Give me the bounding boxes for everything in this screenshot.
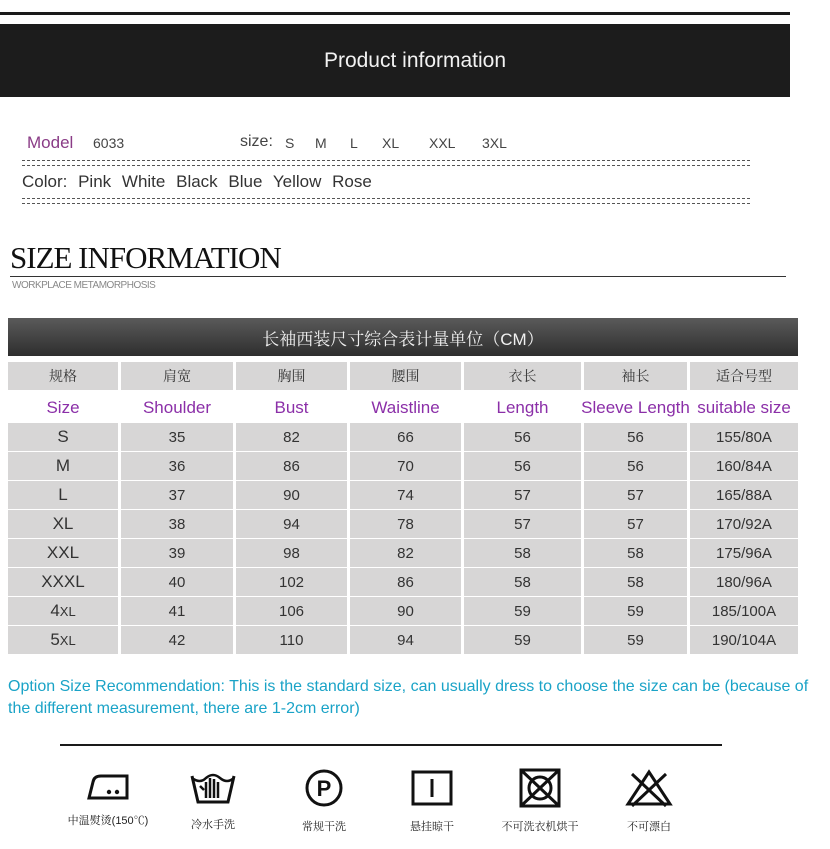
cell-length: 57 <box>464 481 581 509</box>
cell-waistline: 70 <box>350 452 461 480</box>
header-en-sleeve-length: Sleeve Length <box>581 398 690 417</box>
cell-sleeve-length: 59 <box>584 626 687 654</box>
cell-shoulder: 39 <box>121 539 233 567</box>
cell-shoulder: 35 <box>121 423 233 451</box>
cell-suitable-size: 170/92A <box>690 510 798 538</box>
care-item <box>269 768 379 834</box>
care-item <box>53 768 163 828</box>
dashed-divider <box>22 198 750 199</box>
model-row <box>27 132 767 156</box>
cell-suitable-size: 175/96A <box>690 539 798 567</box>
size-code: 4 <box>50 601 60 620</box>
cell-sleeve-length: 57 <box>584 481 687 509</box>
table-row <box>8 423 798 451</box>
size-code-suffix: XL <box>59 603 76 619</box>
cell-length: 58 <box>464 568 581 596</box>
care-item <box>158 768 268 832</box>
table-row <box>8 626 798 654</box>
table-row <box>8 481 798 509</box>
cell-shoulder: 41 <box>121 597 233 625</box>
dashed-divider <box>22 203 750 204</box>
cell-size <box>8 539 118 567</box>
cell-sleeve-length: 58 <box>584 539 687 567</box>
header-en-length: Length <box>496 398 549 417</box>
cell-sleeve-length: 57 <box>584 510 687 538</box>
cell-suitable-size: 185/100A <box>690 597 798 625</box>
no-tumble-dry-icon <box>517 768 563 808</box>
cell-length: 58 <box>464 539 581 567</box>
model-value: 6033 <box>93 135 125 151</box>
header-cn-waistline: 腰围 <box>350 362 461 390</box>
size-code-suffix: XL <box>59 632 76 648</box>
care-item <box>594 768 704 834</box>
cell-size <box>8 568 118 596</box>
cell-size <box>8 481 118 509</box>
size-code: S <box>57 427 69 446</box>
cell-length: 56 <box>464 423 581 451</box>
cell-suitable-size: 165/88A <box>690 481 798 509</box>
cell-waistline: 78 <box>350 510 461 538</box>
cell-size <box>8 597 118 625</box>
cell-shoulder: 42 <box>121 626 233 654</box>
header-cn-bust: 胸围 <box>236 362 347 390</box>
size-table-title-text: 长袖西装尺寸综合表计量单位（CM） <box>262 329 544 349</box>
size-option: XL <box>382 135 400 151</box>
care-item <box>485 768 595 834</box>
hang-dry-icon <box>409 768 455 808</box>
cell-bust: 102 <box>236 568 347 596</box>
cell-shoulder: 36 <box>121 452 233 480</box>
care-label: 冷水手洗 <box>191 819 235 831</box>
table-row <box>8 452 798 480</box>
size-option: XXL <box>429 135 456 151</box>
color-row <box>22 172 378 192</box>
size-label: size: <box>240 133 273 150</box>
size-option: 3XL <box>482 135 507 151</box>
cell-bust: 98 <box>236 539 347 567</box>
cell-bust: 82 <box>236 423 347 451</box>
table-row <box>8 510 798 538</box>
cell-waistline: 74 <box>350 481 461 509</box>
cell-suitable-size: 155/80A <box>690 423 798 451</box>
top-divider <box>0 12 790 15</box>
header-en-shoulder: Shoulder <box>142 398 212 417</box>
cell-length: 59 <box>464 597 581 625</box>
care-label: 不可洗衣机烘干 <box>501 821 579 833</box>
color-option: Yellow <box>272 172 322 191</box>
cell-sleeve-length: 58 <box>584 568 687 596</box>
size-recommendation-note: Option Size Recommendation: This is the standard size, can usually dress to choose the size can be (because of the different measurement, there are 1-2cm error) <box>8 678 809 717</box>
cell-shoulder: 38 <box>121 510 233 538</box>
iron-icon <box>83 768 133 802</box>
size-code: M <box>55 456 71 475</box>
header-en-size: Size <box>46 398 80 417</box>
header-cn-size: 规格 <box>8 362 118 390</box>
cell-waistline: 90 <box>350 597 461 625</box>
care-label: 常规干洗 <box>302 821 346 833</box>
size-table-title <box>8 318 798 356</box>
size-code: 5 <box>50 630 60 649</box>
model-label: Model <box>27 133 74 152</box>
size-code: XL <box>52 514 74 533</box>
color-option: Blue <box>228 172 263 191</box>
care-label: 悬挂晾干 <box>410 821 454 833</box>
cell-waistline: 86 <box>350 568 461 596</box>
size-code: XXL <box>46 543 80 562</box>
header-cn-sleeve-length: 袖长 <box>584 362 687 390</box>
color-option: Black <box>176 172 218 191</box>
header-cn-length: 衣长 <box>464 362 581 390</box>
size-code: XXXL <box>41 572 85 591</box>
cell-size <box>8 626 118 654</box>
cell-length: 59 <box>464 626 581 654</box>
table-row <box>8 568 798 596</box>
cell-waistline: 94 <box>350 626 461 654</box>
product-info-banner <box>0 24 790 97</box>
cell-size <box>8 423 118 451</box>
size-option: S <box>285 135 295 151</box>
cell-bust: 106 <box>236 597 347 625</box>
dashed-divider <box>22 160 750 161</box>
cell-bust: 94 <box>236 510 347 538</box>
header-en-suitable-size: suitable size <box>697 398 791 417</box>
cell-sleeve-length: 59 <box>584 597 687 625</box>
color-option: White <box>121 172 166 191</box>
cell-sleeve-length: 56 <box>584 423 687 451</box>
dry-clean-icon <box>301 768 347 808</box>
header-en-waistline: Waistline <box>371 398 440 417</box>
no-bleach-icon <box>624 768 674 808</box>
table-row <box>8 539 798 567</box>
size-info-subtitle: WORKPLACE METAMORPHOSIS <box>12 280 156 291</box>
header-en-bust: Bust <box>274 398 309 417</box>
cell-sleeve-length: 56 <box>584 452 687 480</box>
size-info-title: SIZE INFORMATION <box>10 240 281 275</box>
table-header-cn-row <box>8 362 798 390</box>
cell-length: 56 <box>464 452 581 480</box>
cell-suitable-size: 180/96A <box>690 568 798 596</box>
hand-wash-icon <box>188 768 238 806</box>
cell-length: 57 <box>464 510 581 538</box>
care-label: 不可漂白 <box>627 821 671 833</box>
cell-suitable-size: 190/104A <box>690 626 798 654</box>
color-option: Pink <box>78 172 112 191</box>
table-header-en-row <box>8 394 798 422</box>
color-label: Color: <box>22 172 68 191</box>
header-cn-suitable-size: 适合号型 <box>690 362 798 390</box>
care-label: 中温熨烫(150℃) <box>67 815 149 827</box>
color-option: Rose <box>332 172 372 191</box>
size-option: M <box>315 135 327 151</box>
cell-size <box>8 452 118 480</box>
cell-suitable-size: 160/84A <box>690 452 798 480</box>
svg-text:P: P <box>316 776 332 801</box>
cell-bust: 86 <box>236 452 347 480</box>
cell-bust: 110 <box>236 626 347 654</box>
cell-shoulder: 37 <box>121 481 233 509</box>
cell-bust: 90 <box>236 481 347 509</box>
care-item <box>377 768 487 834</box>
header-cn-shoulder: 肩宽 <box>121 362 233 390</box>
cell-waistline: 82 <box>350 539 461 567</box>
size-info-rule <box>10 276 786 277</box>
cell-waistline: 66 <box>350 423 461 451</box>
care-divider <box>60 744 722 746</box>
dashed-divider <box>22 165 750 166</box>
size-code: L <box>58 485 68 504</box>
table-row <box>8 597 798 625</box>
cell-shoulder: 40 <box>121 568 233 596</box>
banner-title: Product information <box>323 48 507 72</box>
size-option: L <box>350 135 358 151</box>
cell-size <box>8 510 118 538</box>
